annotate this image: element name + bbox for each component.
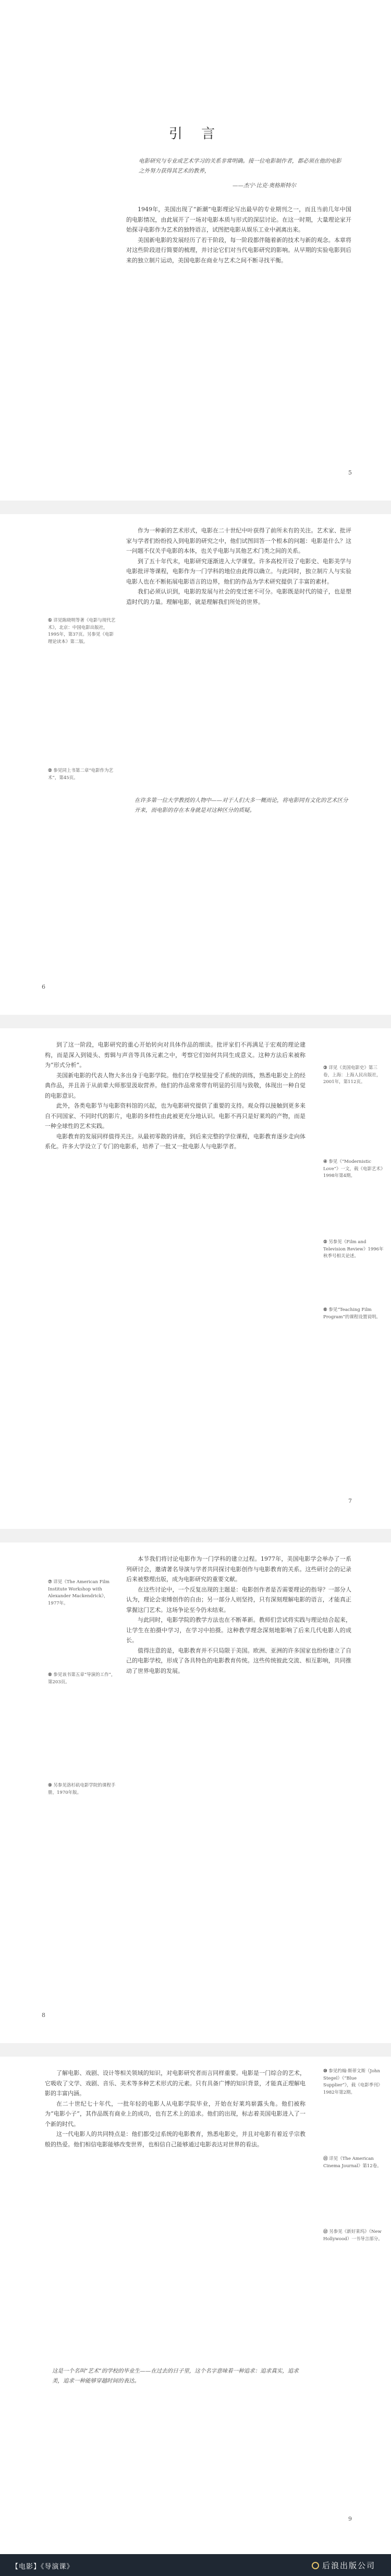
note-mark: ⑫ [323, 2229, 328, 2234]
paragraph: 在这些讨论中，一个反复出现的主题是：电影创作者是否需要理论的指导？一部分人认为，理论会束缚创作的自由；另一部分人则坚持，只有深刻理解电影的语言，才能真正掌握这门艺术。这场争论至今仍未结束。 [126, 1586, 351, 1613]
note-mark: ⑥ [323, 1307, 327, 1313]
side-note [323, 1239, 385, 1260]
paragraph: 到了这一阶段，电影研究的重心开始转向对具体作品的细读。批评家们不再满足于宏观的理论建构，而是深入到镜头、剪辑与声音等具体元素之中，考察它们如何共同生成意义。这种方法后来被称为“形式分析”。 [45, 1041, 306, 1068]
note-mark: ⑦ [48, 1579, 52, 1585]
page-number: 6 [42, 983, 45, 990]
note-mark: ⑧ [48, 1672, 52, 1678]
page-number: 8 [42, 2012, 45, 2019]
note-mark: ① [48, 618, 52, 623]
note-text: 参见《“Modernistic Love”》一文，载《电影艺术》1998年第4期。 [323, 1159, 383, 1178]
paragraph: 电影教育的发展同样值得关注。从最初零散的讲座，到后来完整的学位课程，电影教育逐步走向体系化。许多大学设立了专门的电影系，培养了一批又一批电影人与电影学者。 [45, 1133, 306, 1150]
page-number: 9 [348, 2516, 352, 2522]
note-mark: ③ [323, 1065, 327, 1071]
paragraph: 在二十世纪七十年代，一批年轻的电影人从电影学院毕业，开始在好莱坞崭露头角。他们被称为“电影小子”，其作品既有商业上的成功，也有艺术上的追求。他们的出现，标志着美国电影进入了一个新的时代。 [45, 2100, 306, 2128]
note-mark: ④ [323, 1159, 327, 1164]
page-separator [0, 1529, 391, 1542]
paragraph: 作为一种新的艺术形式，电影在二十世纪中叶获得了前所未有的关注。艺术家、批评家与学者们纷纷投入到电影的研究之中，他们试图回答一个根本的问题：电影是什么？这一问题不仅关乎电影的本体，也关乎电影与其他艺术门类之间的关系。 [126, 527, 351, 554]
publisher-logo-icon [312, 2562, 319, 2569]
side-note [323, 2068, 385, 2096]
note-text: 参见该书第五章“导演的工作”，第203页。 [48, 1672, 116, 1685]
epigraph-attribution: ——杰宁·比克·奥格斯特尔 [233, 183, 297, 189]
page-1 [0, 0, 391, 501]
page-separator [0, 2043, 391, 2057]
paragraph: 了解电影、戏剧、设计等相关领域的知识，对电影研究者而言同样重要。电影是一门综合的艺术，它吸收了文学、戏剧、音乐、美术等多种艺术形式的元素。只有具备广博的知识背景，才能真正理解电影的丰富内涵。 [45, 2070, 306, 2097]
side-note [48, 1672, 116, 1686]
note-mark: ② [48, 768, 52, 773]
paragraph: 美国新电影的发展经历了若干阶段，每一阶段都伴随着新的技术与新的观念。本章将对这些阶段进行简要的梳理，并讨论它们对当代电影研究的影响。从早期的实验电影到后来的独立制片运动，美国电影在商业与艺术之间不断寻找平衡。 [126, 236, 351, 264]
side-note [48, 617, 116, 646]
side-note [323, 1159, 385, 1180]
body-text [126, 204, 351, 265]
note-text: 参见约翰·斯蒂文斯（John Stegel）《“Blue Supplier”》，载《电影季刊》1982年第2期。 [323, 2069, 383, 2095]
note-text: 另参见《Film and Television Review》1996年秋季号相关论述。 [323, 1240, 384, 1259]
body-text [126, 526, 351, 607]
note-mark: ⑤ [323, 1240, 327, 1245]
paragraph: 这一代电影人的共同特点是：他们都受过系统的电影教育，熟悉电影史，并且对电影有着近乎宗教般的热爱。他们相信电影能够改变世界，也相信自己能够通过电影表达对世界的看法。 [45, 2131, 306, 2148]
note-text: 另参见洛杉矶电影学院的课程手册，1970年版。 [48, 1783, 116, 1795]
paragraph: 此外，各类电影节与电影资料馆的兴起，也为电影研究提供了重要的支持。观众得以接触到更多来自不同国家、不同时代的影片，电影的多样性由此被更充分地认识。电影不再只是好莱坞的产物，而是一种全球性的艺术实践。 [45, 1102, 306, 1129]
page-number: 7 [348, 1498, 352, 1504]
page-3 [0, 1028, 391, 1529]
page-number: 5 [348, 469, 352, 476]
side-note [323, 2156, 385, 2170]
paragraph: 美国新电影的代表人物大多出身于电影学院。他们在学校里接受了系统的训练，熟悉电影史上的经典作品，并且善于从前辈大师那里汲取营养。他们的作品常常带有明显的引用与致敬，体现出一种自觉的电影意识。 [45, 1072, 306, 1099]
note-text: 详见《The American Cinema Journal》第12卷。 [323, 2156, 382, 2169]
side-note [48, 1579, 116, 1607]
note-text: 详见《The American Film Institute Workshop with Alexander Mackendrick》，1977年。 [48, 1579, 110, 1606]
side-note [48, 1782, 116, 1796]
epigraph: 电影研究与专业或艺术学习的关系非常明确。接一位电影制作者，都必须在他的电影之外努力获得其艺术的教养， [139, 158, 341, 174]
publisher-brand [312, 2560, 375, 2571]
paragraph: 到了五十年代末，电影研究逐渐进入大学课堂。许多高校开设了电影史、电影美学与电影批评等课程，电影作为一门学科的地位由此得以确立。与此同时，独立制片人与实验电影人也在不断拓展电影语言的边界，他们的作品为学术研究提供了丰富的素材。 [126, 557, 351, 585]
note-text: 参见同上书第二章“电影作为艺术”，第45页。 [48, 768, 114, 781]
page-title: 引 言 [168, 126, 223, 142]
side-note [323, 1065, 385, 1086]
footer-label: 【电影】《导演课》 [11, 2563, 74, 2571]
page-2 [0, 514, 391, 1015]
paragraph: 1949年，美国出现了“新潮”电影理论写出最早的专业期刊之一，而且当前几年中国的电影情况，由此展开了一场对电影本质与形式的深层讨论。在这一时期，大量理论家开始探寻电影作为艺术的独特语言，试图把电影从娱乐工业中剥离出来。 [126, 206, 351, 233]
body-text [45, 2068, 306, 2149]
body-text [45, 1040, 306, 1152]
side-note [48, 768, 116, 782]
body-text [126, 1554, 351, 1676]
paragraph: 与此同时，电影学院的教学方法也在不断革新。教师们尝试将实践与理论结合起来，让学生在拍摄中学习，在学习中拍摄。这种教学理念深刻地影响了后来几代电影人的成长。 [126, 1617, 351, 1644]
block-quote: 这是一个名叫“艺术”的学校的毕业生——在过去的日子里，这个名字意味着一种追求：追求真实，追求美，追求一种能够穿越时间的表达。 [52, 2368, 299, 2384]
paragraph: 值得注意的是，电影教育并不只局限于美国。欧洲、亚洲的许多国家也纷纷建立了自己的电影学校，形成了各具特色的电影教育传统。这些传统彼此交流、相互影响，共同推动了世界电影的发展。 [126, 1647, 351, 1674]
page-5 [0, 2057, 391, 2554]
note-mark: ⑩ [323, 2069, 327, 2074]
note-mark: ⑪ [323, 2156, 328, 2161]
note-text: 详见《美国电影史》第三卷，上海：上海人民出版社，2001年，第112页。 [323, 1065, 381, 1085]
note-text: 参见“Teaching Film Program”的课程设置说明。 [323, 1307, 381, 1320]
footer-bar [0, 2554, 391, 2576]
publisher-name: 后浪出版公司 [322, 2561, 375, 2570]
side-note [323, 2229, 385, 2243]
paragraph: 我们必须认识到，电影的发展与社会的变迁密不可分。电影既是时代的镜子，也是塑造时代的力量。理解电影，就是理解我们所处的世界。 [126, 588, 351, 605]
block-quote: 在许多第一位大学教授的人物中——对于人们大多一概而论，将电影同有文化的艺术区分开来，而电影的存在本身就是对这种区分的质疑。 [135, 797, 348, 813]
note-text: 另参见《新好莱坞》（New Hollywood）一书导言部分。 [323, 2229, 383, 2242]
page-separator [0, 1015, 391, 1028]
page-separator [0, 501, 391, 514]
note-mark: ⑨ [48, 1783, 52, 1788]
note-text: 详见陈晓明等著《电影与现代艺术》，北京：中国电影出版社，1995年，第37页。另参见《电影理论读本》第二版。 [48, 618, 116, 645]
page-4 [0, 1542, 391, 2043]
paragraph: 本节我们将讨论电影作为一门学科的建立过程。1977年，美国电影学会举办了一系列研讨会，邀请著名导演与学者共同探讨电影创作与电影教育的关系。这些研讨会的记录后来被整理出版，成为电影研究的重要文献。 [126, 1556, 351, 1583]
side-note [323, 1307, 385, 1321]
